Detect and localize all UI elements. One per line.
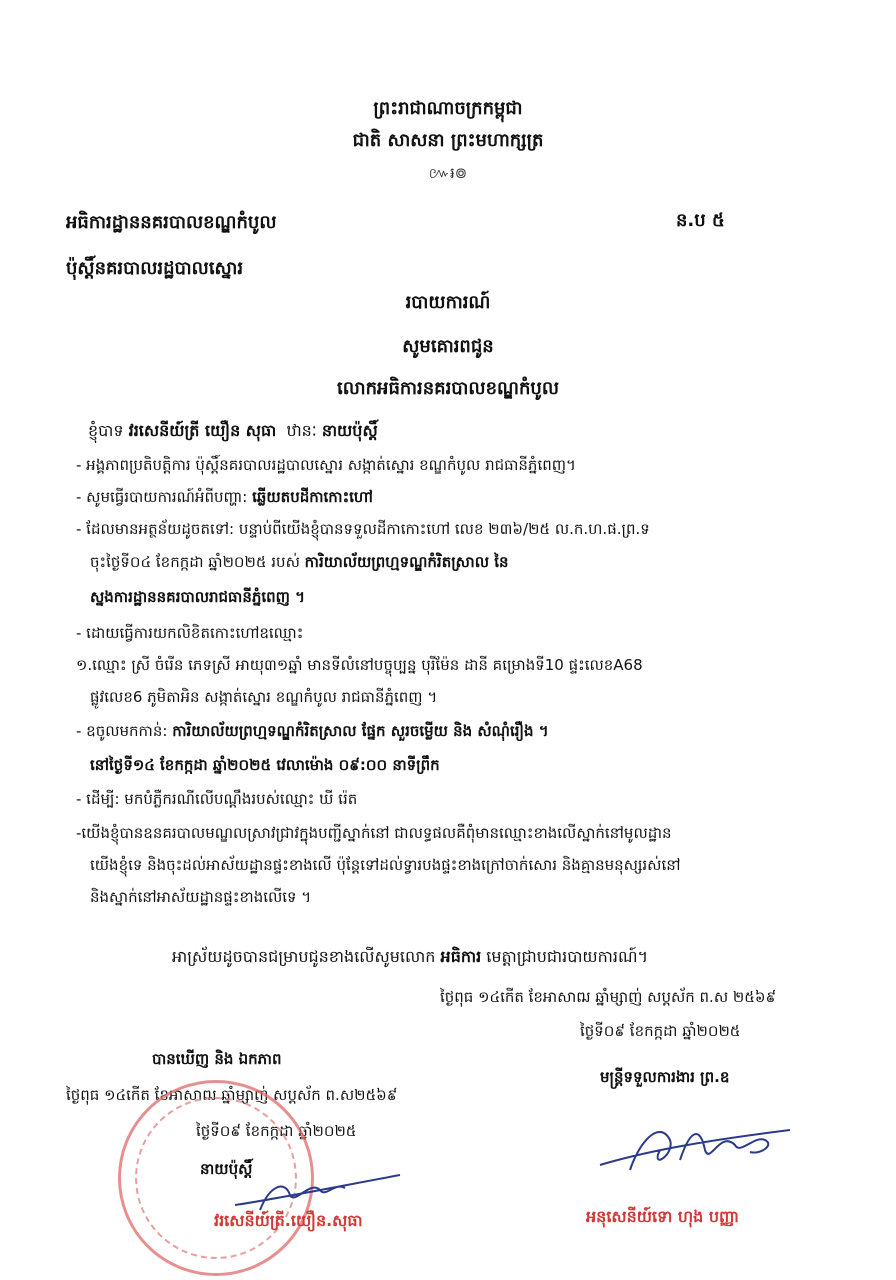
subject-line — [76, 488, 373, 510]
officer-name: អនុសេនីយ៍ទោ ហុង បញ្ញា — [586, 1207, 740, 1226]
unit-line: - អង្គភាពប្រតិបត្តិការ ប៉ុស្តិ៍នគរបាលរដ្ឋបាលស្នោរ សង្កាត់ស្នោរ ខណ្ឌកំបូល រាជធានីភ្នំពេញ។ — [76, 456, 576, 474]
closing-title: អធិការ — [440, 947, 482, 966]
subject-prefix: - សូមធ្វើរបាយការណ៍អំពីបញ្ហា: — [76, 488, 248, 506]
content-line-2-office: ការិយាល័យព្រហ្មទណ្ឌកំរិតស្រាល នៃ — [304, 553, 509, 571]
document-number: ន.ប ៥ — [676, 210, 725, 231]
header-ornament: ៚៛៙ — [428, 164, 468, 182]
approval-heading: បានឃើញ និង ឯកភាព — [152, 1050, 282, 1068]
result-line-1: -យើងខ្ញុំបានឧនគរបាលមណ្ឌលស្រាវជ្រាវក្នុងបញ្ជីស្នាក់នៅ ជាលទ្ធផលគឺពុំមានឈ្មោះខាងលើស្នាក់នៅមូលដ្ឋាន — [76, 824, 672, 842]
closing-line — [172, 946, 648, 970]
closing-prefix: អាស្រ័យដូចបានជម្រាបជូនខាងលើសូមលោក — [172, 947, 436, 966]
appear-office: ការិយាល័យព្រហ្មទណ្ឌកំរិតស្រាល ផ្នែក សួរចម្លើយ និង សំណុំរឿង ។ — [172, 722, 549, 740]
purpose-prefix: - ដើម្បី: — [76, 790, 120, 808]
approval-title: នាយប៉ុស្តិ៍ — [200, 1160, 253, 1178]
intro-line — [88, 420, 378, 444]
purpose: មកបំភ្លឺករណីលើបណ្តឹងរបស់ឈ្មោះ ឃី រ៉េត — [124, 790, 358, 808]
content-line-2-prefix: ចុះថ្ងៃទី០៤ ខែកក្កដា ឆ្នាំ២០២៥ របស់ — [90, 553, 300, 571]
person-line-2: ផ្លូវលេខ6 ភូមិតាអិន សង្កាត់ស្នោរ ខណ្ឌកំបូល រាជធានីភ្នំពេញ ។ — [90, 688, 438, 706]
right-lunar-date: ថ្ងៃពុធ ១៤កើត ខែអាសាឍ ឆ្នាំម្សាញ់ សប្តស័ក ព.ស ២៥៦៩ — [440, 988, 777, 1006]
content-line-1: - ដែលមានអត្ថន័យដូចតទៅ: បន្ទាប់ពីយើងខ្ញុំបានទទួលដីកាកោះហៅ លេខ ២៣៦/២៥ ល.ក.ហ.ផ.ព្រ.ទ — [76, 520, 650, 538]
purpose-line — [76, 790, 357, 812]
content-line-2 — [90, 553, 509, 575]
summon-line: - ដោយធ្វើការយកលិខិតកោះហៅឧឈ្មោះ — [76, 624, 304, 642]
approval-solar-date: ថ្ងៃទី០៩ ខែកក្កដា ឆ្នាំ២០២៥ — [196, 1122, 357, 1140]
appear-prefix: - ឧចូលមកកាន់: — [76, 722, 168, 740]
result-line-3: និងស្នាក់នៅអាស័យដ្ឋានផ្ទះខាងលើទេ ។ — [90, 888, 312, 906]
person-line-1: ១.ឈ្មោះ ស្រី ចំរើន ភេទស្រី អាយុ៣១ឆ្នាំ មានទីលំនៅបច្ចុប្បន្ន បុរីម៉ែន ដានី គម្រោងទី10 ផ្ទះលេខA68 — [76, 656, 643, 674]
rank-label: ឋានៈ — [286, 421, 317, 440]
officer-signature — [590, 1110, 810, 1190]
result-line-2: យើងខ្ញុំទេ និងចុះដល់អាស័យដ្ឋានផ្ទះខាងលើ ប៉ុន្តែទៅដល់ទ្វារបងផ្ទះខាងក្រៅចាក់សោរ និងគ្មានមនុស្សរស់នៅ — [90, 856, 681, 874]
right-solar-date: ថ្ងៃទី០៩ ខែកក្កដា ឆ្នាំ២០២៥ — [580, 1022, 741, 1040]
salutation: សូមគោរពជូន — [402, 336, 494, 357]
author-name: វរសេនីយ៍ត្រី យឿន សុធា — [128, 421, 277, 440]
author-rank: នាយប៉ុស្តិ៍ — [321, 421, 378, 440]
institution-name: អធិការដ្ឋាននគរបាលខណ្ឌកំបូល — [66, 212, 277, 233]
document-title: របាយការណ៍ — [405, 292, 491, 313]
officer-title: មន្ត្រីទទួលការងារ ព្រ.ឧ — [600, 1068, 730, 1086]
closing-suffix: មេត្តាជ្រាបជារបាយការណ៍។ — [486, 947, 649, 966]
approval-lunar-date: ថ្ងៃពុធ ១៤កើត ខែអាសាឍ ឆ្នាំម្សាញ់ សប្តស័ក ព.ស២៥៦៩ — [66, 1086, 398, 1104]
national-motto: ជាតិ សាសនា ព្រះមហាក្សត្រ — [352, 130, 544, 151]
intro-prefix: ខ្ញុំបាទ — [88, 421, 124, 440]
subject: ឆ្លើយតបដីកាកោះហៅ — [252, 488, 373, 506]
content-line-3: ស្នងការដ្ឋាននគរបាលរាជធានីភ្នំពេញ ។ — [90, 588, 306, 606]
appear-line — [76, 722, 549, 744]
addressee: លោកអធិការនគរបាលខណ្ឌកំបូល — [337, 378, 559, 399]
kingdom-title: ព្រះរាជាណាចក្រកម្ពុជា — [373, 98, 523, 119]
appear-time: នៅថ្ងៃទី១៤ ខែកក្កដា ឆ្នាំ២០២៥ វេលាម៉ោង ០៩:០០ នាទីព្រឹក — [90, 756, 440, 774]
post-name: ប៉ុស្តិ៍នគរបាលរដ្ឋបាលស្នោរ — [66, 258, 244, 279]
approver-name: វរសេនីយ៍ត្រី.យឿន.សុធា — [214, 1211, 363, 1230]
